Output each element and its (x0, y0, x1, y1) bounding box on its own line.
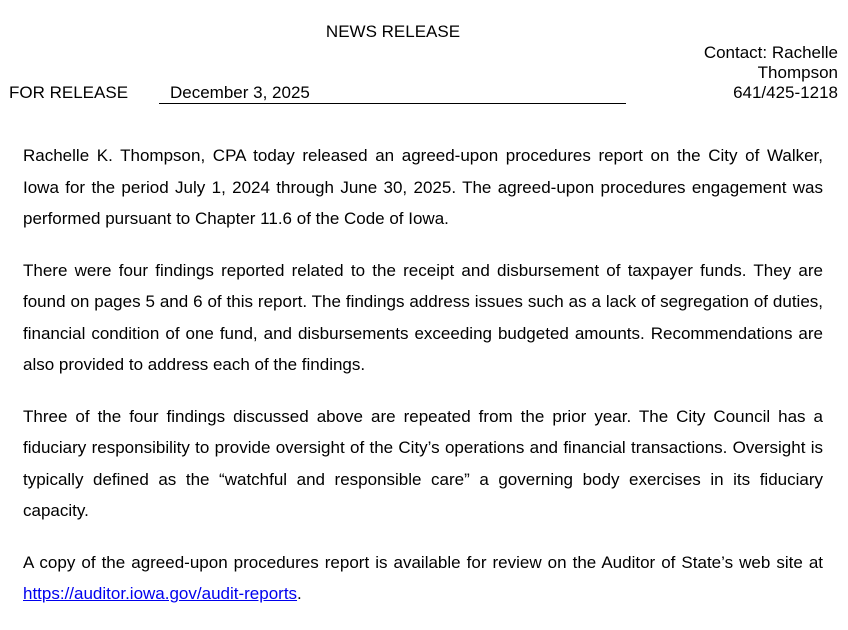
page-title: NEWS RELEASE (325, 22, 461, 41)
release-body (23, 140, 823, 630)
audit-reports-link[interactable]: https://auditor.iowa.gov/audit-reports (23, 584, 298, 603)
contact-phone: 641/425-1218 (733, 83, 838, 102)
release-date: December 3, 2025 (159, 83, 626, 104)
release-label: FOR RELEASE (9, 83, 129, 102)
paragraph-findings: There were four findings reported related to the receipt and disbursement of taxpayer funds. They are found on pages 5 and 6 of this report. The findings address issues such as a lack of segregation of duties, financial condition of one fund, and disbursements exceeding budgeted amounts. Recommendations are also provided to address each of the findings. (23, 260, 823, 374)
contact-block (668, 43, 838, 103)
paragraph-report-availability (23, 547, 823, 610)
contact-surname-line: Thompson (757, 63, 838, 82)
contact-name-line: Contact: Rachelle (703, 43, 838, 62)
paragraph-repeated-findings: Three of the four findings discussed above are repeated from the prior year. The City Council has a fiduciary responsibility to provide oversight of the City’s operations and financial transactions. Oversight is typically defined as the “watchful and responsible care” a governing body exercises in its fiduciary capacity. (23, 406, 823, 520)
paragraph-report-summary: Rachelle K. Thompson, CPA today released an agreed-upon procedures report on the City of Walker, Iowa for the period July 1, 2024 through June 30, 2025. The agreed-upon procedures engagement was performed pursuant to Chapter 11.6 of the Code of Iowa. (23, 146, 823, 228)
availability-period: . (297, 584, 302, 603)
availability-text: A copy of the agreed-upon procedures report is available for review on the Auditor of State’s web site at (23, 552, 823, 572)
